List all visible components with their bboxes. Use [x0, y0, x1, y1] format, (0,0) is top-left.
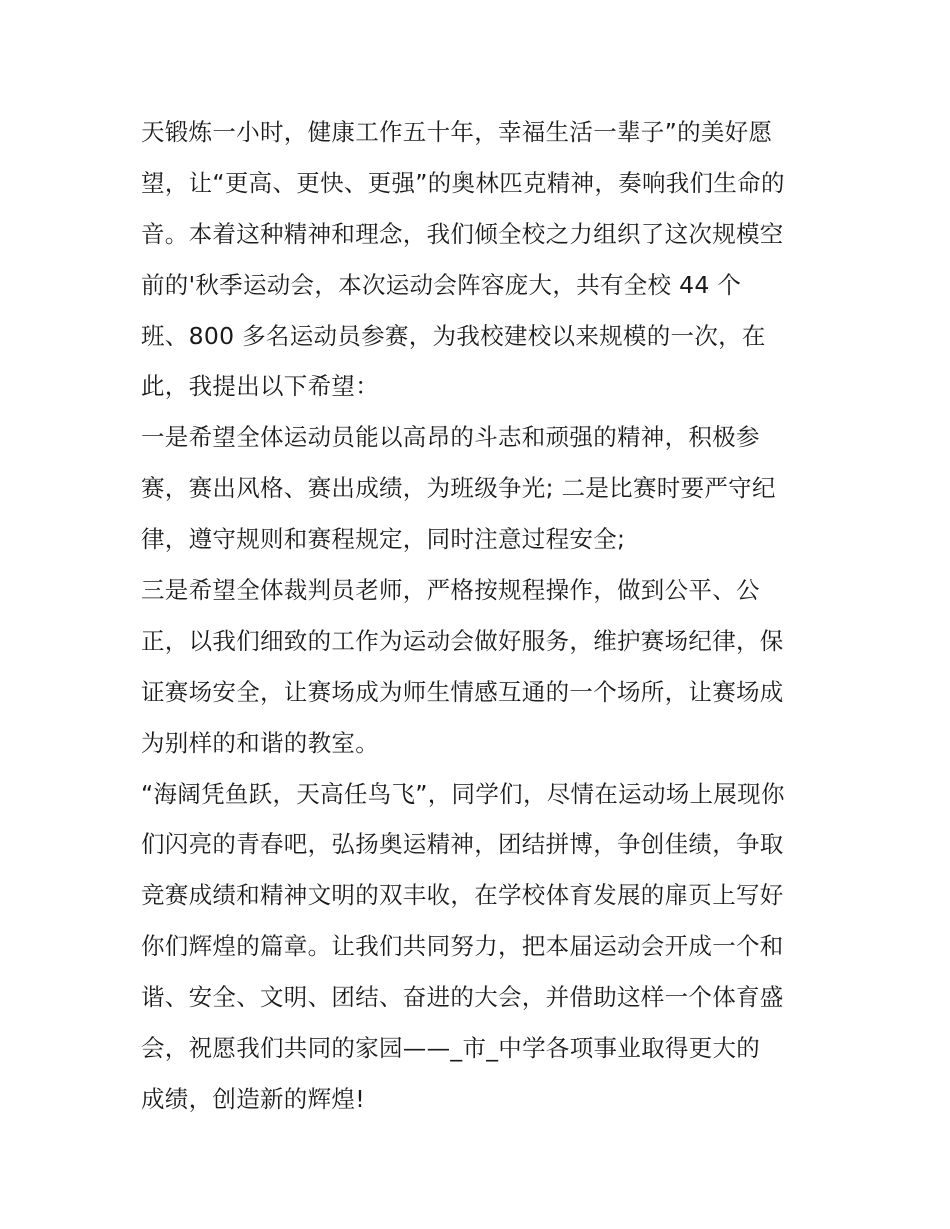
text-line: 谐、安全、文明、团结、奋进的大会，并借助这样一个体育盛 — [141, 983, 784, 1012]
text-line: 一是希望全体运动员能以高昂的斗志和顽强的精神，积极参 — [141, 423, 760, 452]
text-line: 音。本着这种精神和理念，我们倾全校之力组织了这次规模空 — [141, 219, 784, 248]
text-line: 正，以我们细致的工作为运动会做好服务，维护赛场纪律，保 — [141, 626, 784, 655]
text-line: 天锻炼一小时，健康工作五十年，幸福生活一辈子”的美好愿 — [141, 118, 773, 146]
text-line: “海阔凭鱼跃，天高任鸟飞”，同学们，尽情在运动场上展现你 — [141, 779, 785, 808]
text-line: 望，让“更高、更快、更强”的奥林匹克精神，奏响我们生命的 — [141, 168, 785, 197]
text-line: 律，遵守规则和赛程规定，同时注意过程安全; — [141, 525, 626, 554]
text-line: 们闪亮的青春吧，弘扬奥运精神，团结拼博，争创佳绩，争取 — [141, 830, 784, 859]
text-line: 此，我提出以下希望： — [141, 372, 379, 401]
text-line: 竞赛成绩和精神文明的双丰收，在学校体育发展的扉页上写好 — [141, 881, 784, 910]
text-line: 赛，赛出风格、赛出成绩，为班级争光; 二是比赛时要严守纪 — [141, 474, 776, 503]
text-line: 你们辉煌的篇章。让我们共同努力，把本届运动会开成一个和 — [141, 932, 784, 961]
text-line: 班、800 多名运动员参赛，为我校建校以来规模的一次，在 — [141, 321, 766, 350]
text-line: 成绩，创造新的辉煌! — [141, 1084, 365, 1113]
text-line: 为别样的和谐的教室。 — [141, 728, 379, 757]
body-text — [141, 107, 821, 1125]
text-line: 三是希望全体裁判员老师，严格按规程操作，做到公平、公 — [141, 576, 760, 605]
text-line: 会，祝愿我们共同的家园——_市_中学各项事业取得更大的 — [141, 1034, 761, 1063]
text-line: 前的'秋季运动会，本次运动会阵容庞大，共有全校 44 个 — [141, 270, 742, 299]
text-line: 证赛场安全，让赛场成为师生情感互通的一个场所，让赛场成 — [141, 677, 784, 706]
